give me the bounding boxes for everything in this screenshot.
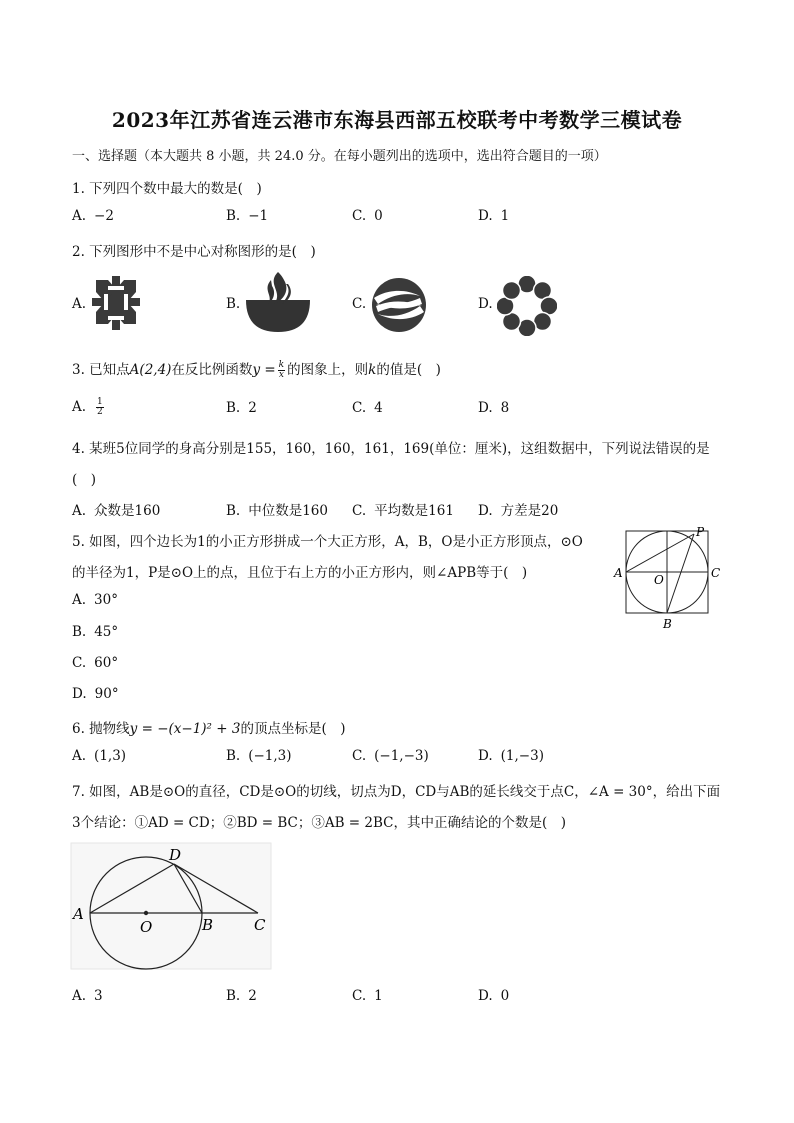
q3-option-a: A. $\frac{1}{2}$ (72, 397, 103, 417)
q3-option-d: D. 8 (478, 400, 510, 416)
q7-option-a: A. 3 (72, 988, 103, 1004)
q6-option-c: C. (−1,−3) (352, 748, 429, 764)
q1-option-c: C. 0 (352, 208, 383, 224)
question-1-stem: 1. 下列四个数中最大的数是( ) (72, 181, 262, 197)
question-6-stem: 6. 抛物线y = −(x−1)² + 3的顶点坐标是( ) (72, 721, 346, 737)
q7-option-d: D. 0 (478, 988, 510, 1004)
q1-option-b: B. −1 (226, 208, 269, 224)
q7-label-a: A (73, 905, 84, 923)
section-heading: 一、选择题（本大题共 8 小题，共 24.0 分。在每小题列出的选项中，选出符合题目的一项） (72, 149, 607, 164)
q6-option-b: B. (−1,3) (226, 748, 292, 764)
q2-option-a-label: A. (72, 296, 87, 312)
question-7-stem-line1: 7. 如图，AB是⊙O的直径，CD是⊙O的切线，切点为D，CD与AB的延长线交于点C，∠A = 30°，给出下面 (72, 784, 721, 800)
q1-option-a: A. −2 (72, 208, 114, 224)
q3-option-c: C. 4 (352, 400, 383, 416)
q5-label-o: O (654, 573, 664, 587)
q2-option-c-label: C. (352, 296, 367, 312)
q6-option-d: D. (1,−3) (478, 748, 544, 764)
q5-option-d: D. 90° (72, 686, 119, 702)
q4-option-a: A. 众数是160 (72, 503, 161, 519)
swirl-circle-icon (370, 276, 428, 334)
question-4-stem-line1: 4. 某班5位同学的身高分别是155，160，160，161，169(单位：厘米)，这组数据中，下列说法错误的是 (72, 441, 710, 457)
q5-label-p: P (696, 525, 705, 539)
flame-bowl-icon (244, 270, 312, 334)
q4-option-c: C. 平均数是161 (352, 503, 454, 519)
q7-option-c: C. 1 (352, 988, 383, 1004)
q7-figure-tangent-circle (70, 842, 272, 970)
q7-label-c: C (254, 916, 266, 934)
q5-label-b: B (663, 617, 672, 631)
q5-label-c: C (711, 566, 721, 580)
question-2-stem: 2. 下列图形中不是中心对称图形的是( ) (72, 244, 316, 260)
q4-option-b: B. 中位数是160 (226, 503, 328, 519)
question-7-stem-line2: 3个结论：①AD = CD；②BD = BC；③AB = 2BC，其中正确结论的个数是( ) (72, 815, 567, 831)
q5-option-a: A. 30° (72, 592, 118, 608)
q7-label-o: O (140, 918, 153, 936)
page-title: 2023年江苏省连云港市东海县西部五校联考中考数学三模试卷 (111, 108, 683, 132)
q5-label-a: A (614, 566, 623, 580)
interlaced-knot-icon (90, 276, 142, 334)
q6-option-a: A. (1,3) (72, 748, 127, 764)
question-4-stem-line2: ( ) (72, 472, 97, 488)
question-5-stem-line1: 5. 如图，四个边长为1的小正方形拼成一个大正方形，A，B，O是小正方形顶点，⊙O (72, 534, 583, 550)
q3-option-b: B. 2 (226, 400, 257, 416)
question-3-stem: 3. 已知点A(2,4)在反比例函数y = $\frac{k}{x}$ 的图象上，则k的值是( ) (72, 360, 441, 380)
question-5-stem-line2: 的半径为1，P是⊙O上的点，且位于右上方的小正方形内，则∠APB等于( ) (72, 565, 528, 581)
q7-label-d: D (169, 846, 182, 864)
q5-option-b: B. 45° (72, 624, 119, 640)
q1-option-d: D. 1 (478, 208, 510, 224)
flower-circles-icon (497, 276, 557, 336)
q5-figure-circle-in-square (612, 524, 730, 632)
q2-option-d-label: D. (478, 296, 493, 312)
q2-option-b-label: B. (226, 296, 241, 312)
q5-option-c: C. 60° (72, 655, 119, 671)
q4-option-d: D. 方差是20 (478, 503, 559, 519)
q7-option-b: B. 2 (226, 988, 257, 1004)
q7-label-b: B (202, 916, 214, 934)
